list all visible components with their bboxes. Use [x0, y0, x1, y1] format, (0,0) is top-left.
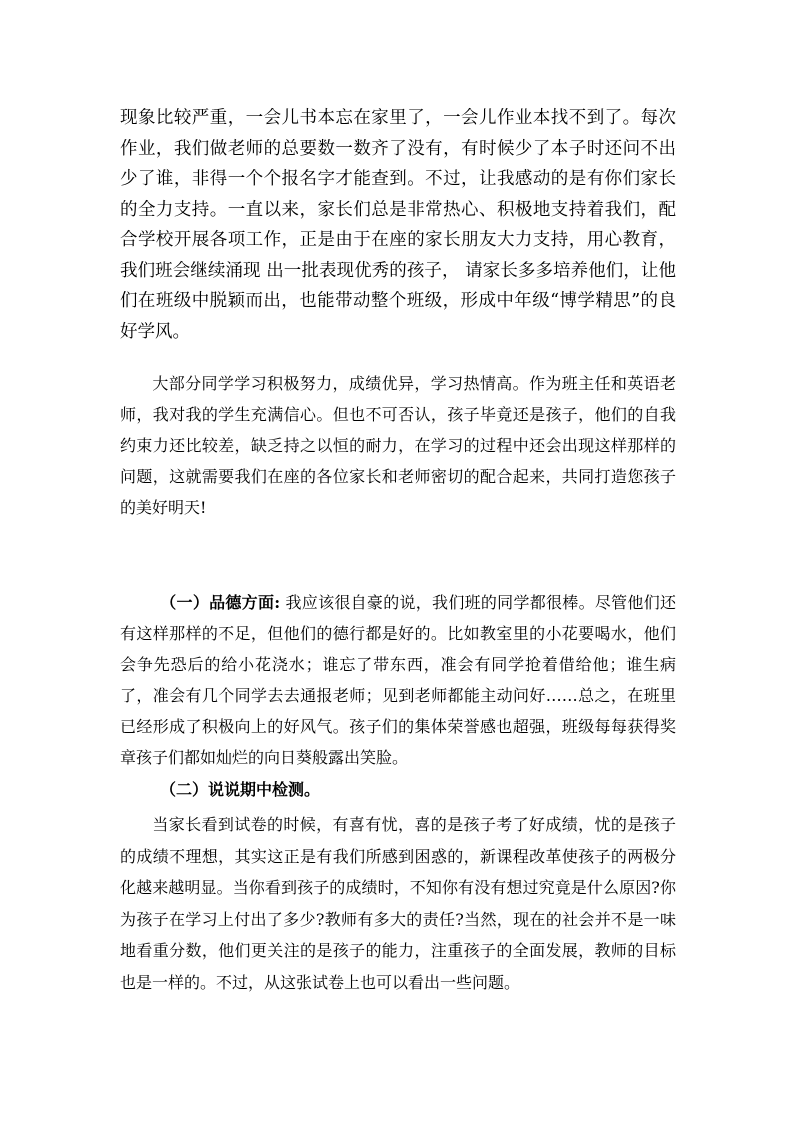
section-midterm-heading-line: [120, 774, 676, 805]
paragraph-text: 现象比较严重，一会儿书本忘在家里了，一会儿作业本找不到了。每次作业，我们做老师的总要数一数齐了没有，有时候少了本子时还问不出少了谁，非得一个个报名字才能查到。不过，让我感动的是有你们家长的全力支持。一直以来，家长们总是非常热心、积极地支持着我们，配合学校开展各项工作，正是由于在座的家长朋友大力支持，用心教育，我们班会继续涌现 出一批表现优秀的孩子， 请家长多多培养他们，让他们在班级中脱颖而出，也能带动整个班级，形成中年级“博学精思”的良好学风。: [120, 108, 676, 342]
section-heading-midterm: （二）说说期中检测。: [160, 780, 321, 799]
paragraph-homework-support: [120, 103, 676, 347]
section-body-moral: 我应该很自豪的说，我们班的同学都很棒。尽管他们还有这样那样的不足，但他们的德行都是好的。比如教室里的小花要喝水，他们会争先恐后的给小花浇水；谁忘了带东西，准会有同学抢着借给他；谁生病了，准会有几个同学去去通报老师；见到老师都能主动问好……总之，在班里已经形成了积极向上的好风气。孩子们的集体荣誉感也超强，班级每每获得奖章孩子们都如灿烂的向日葵般露出笑脸。: [120, 593, 676, 767]
section-midterm-body: [120, 809, 676, 998]
section-heading-moral: （一）品德方面:: [160, 593, 281, 612]
paragraph-text: 大部分同学学习积极努力，成绩优异，学习热情高。作为班主任和英语老师，我对我的学生充满信心。但也不可否认，孩子毕竟还是孩子，他们的自我约束力还比较差，缺乏持之以恒的耐力，在学习的过程中还会出现这样那样的问题，这就需要我们在座的各位家长和老师密切的配合起来，共同打造您孩子的美好明天!: [120, 374, 676, 517]
paragraph-student-confidence: [120, 368, 676, 523]
section-moral-character: [120, 587, 676, 773]
paragraph-text: 当家长看到试卷的时候，有喜有忧，喜的是孩子考了好成绩，忧的是孩子的成绩不理想，其实这正是有我们所感到困惑的，新课程改革使孩子的两极分化越来越明显。当你看到孩子的成绩时，不知你有没有想过究竟是什么原因?你为孩子在学习上付出了多少?教师有多大的责任?当然，现在的社会并不是一味地看重分数，他们更关注的是孩子的能力，注重孩子的全面发展，教师的目标也是一样的。不过，从这张试卷上也可以看出一些问题。: [120, 815, 676, 992]
